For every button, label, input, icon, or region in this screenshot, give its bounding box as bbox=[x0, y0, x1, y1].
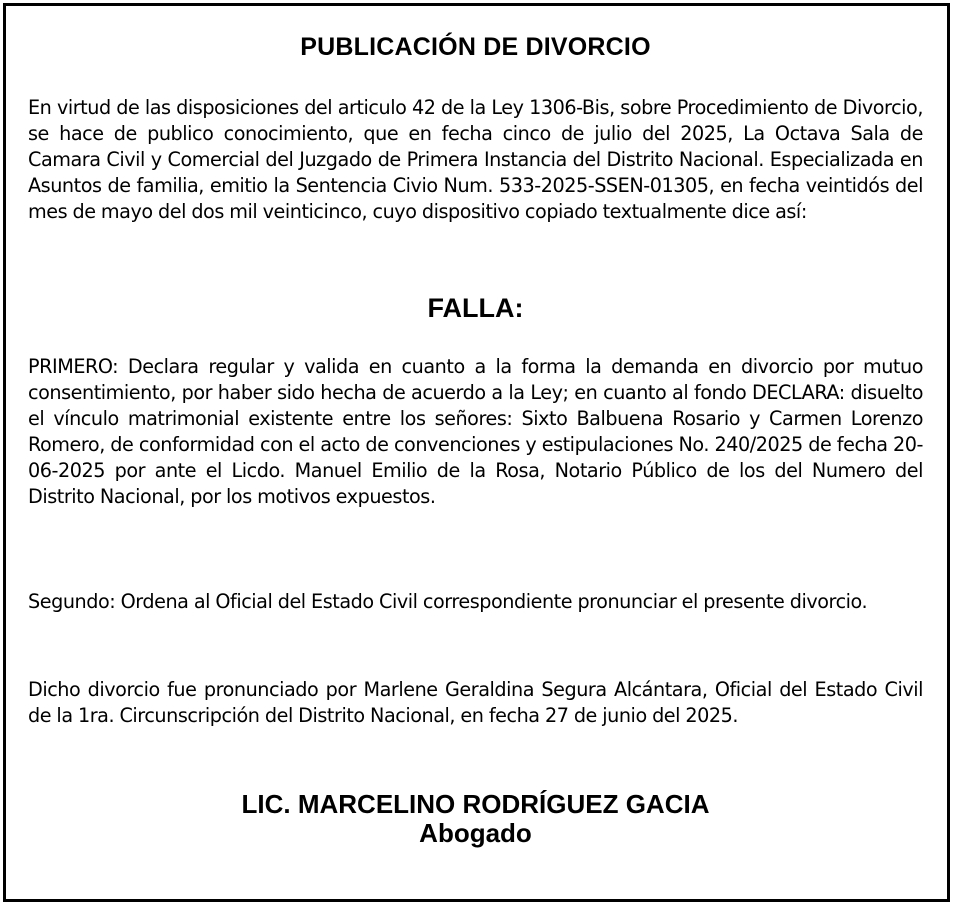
primero-paragraph: PRIMERO: Declara regular y valida en cuanto a la forma la demanda en divorcio por mutuo consentimiento, por haber sido hecha de acuerdo a la Ley; en cuanto al fondo DECLARA: disuelto el vínculo matrimonial existente entre los señores: Sixto Balbuena Rosario y Carmen Lorenzo Romero, de conformidad con el acto de convenciones y estipulaciones No. 240/2025 de fecha 20-06-2025 por ante el Licdo. Manuel Emilio de la Rosa, Notario Público de los del Numero del Distrito Nacional, por los motivos expuestos. bbox=[28, 355, 923, 508]
signer-name: LIC. MARCELINO RODRÍGUEZ GACIA bbox=[241, 789, 710, 819]
divorce-notice-box bbox=[3, 3, 950, 902]
signer-role: Abogado bbox=[419, 818, 532, 848]
falla-heading: FALLA: bbox=[427, 293, 524, 323]
notice-title: PUBLICACIÓN DE DIVORCIO bbox=[300, 33, 651, 61]
segundo-paragraph: Segundo: Ordena al Oficial del Estado Civil correspondiente pronunciar el presente divorcio. bbox=[28, 590, 868, 613]
notice-content bbox=[28, 6, 923, 899]
intro-paragraph: En virtud de las disposiciones del articulo 42 de la Ley 1306-Bis, sobre Procedimiento de Divorcio, se hace de publico conocimiento, que en fecha cinco de julio del 2025, La Octava Sala de Camara Civil y Comercial del Juzgado de Primera Instancia del Distrito Nacional. Especializada en Asuntos de familia, emitio la Sentencia Civio Num. 533-2025-SSEN-01305, en fecha veintidós del mes de mayo del dos mil veinticinco, cuyo dispositivo copiado textualmente dice así: bbox=[28, 96, 923, 223]
pronouncement-paragraph: Dicho divorcio fue pronunciado por Marlene Geraldina Segura Alcántara, Oficial del Estado Civil de la 1ra. Circunscripción del Distrito Nacional, en fecha 27 de junio del 2025. bbox=[28, 678, 923, 727]
